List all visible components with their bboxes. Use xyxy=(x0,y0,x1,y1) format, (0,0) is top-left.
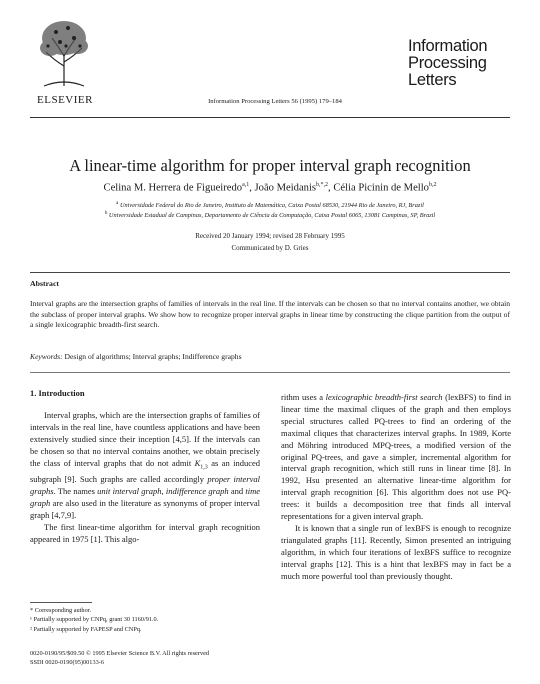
copyright-notice xyxy=(30,649,330,668)
left-column xyxy=(30,388,260,546)
journal-reference: Information Processing Letters 56 (1995) 179–184 xyxy=(208,98,342,105)
author-list: Celina M. Herrera de Figueiredo$^{a,1}$, João Meidanis$^{b,*,2}$, Célia Picinin de Mello$^{b,2}$ xyxy=(103,182,437,194)
affiliation-a xyxy=(30,201,510,209)
paper-title: A linear-time algorithm for proper interval graph recognition xyxy=(69,156,471,175)
ssdi-line: SSDI 0020-0190(95)00133-6 xyxy=(30,659,104,667)
author-marks: a,1 xyxy=(242,182,250,188)
right-column xyxy=(281,392,511,583)
journal-title-line: Information xyxy=(408,37,488,55)
affiliation-text: Universidade Estadual de Campinas, Departamento de Ciência da Computação, Caixa Postal 6065, 13081 Campinas, SP, Brazil xyxy=(108,212,436,220)
communicated-by: Communicated by D. Gries xyxy=(231,244,309,252)
author-marks: b,2 xyxy=(428,182,437,188)
abstract-heading: Abstract xyxy=(30,279,60,288)
copyright-line: 0020-0190/95/$09.50 © 1995 Elsevier Science B.V. All rights reserved xyxy=(30,650,210,657)
keywords xyxy=(30,352,510,361)
affiliation-b xyxy=(30,211,510,219)
header-divider xyxy=(30,117,510,118)
footnote-divider xyxy=(30,602,92,603)
author-name: Célia Picinin de Mello xyxy=(333,182,429,194)
intro-paragraph-continued: rithm uses a lexicographic breadth-first search (lexBFS) to find in linear time the maximal cliques of the graph and then employs special structures called PQ-trees to find an ordering of the maximal cliques that characterizes interval graphs. In 1989, Korte and Möhring introduced MPQ-trees, a modified version of the original PQ-trees, and gave a simpler, incremental algorithm for interval graph recognition, which still runs in linear time [8]. In 1992, Hsu presented an alternative linear-time algorithm for interval graph recognition [6]. This algorithm does not use PQ-trees: it builds a decomposition tree that finds all interval representations for a given interval graph. xyxy=(281,392,511,522)
author-name: João Meidanis xyxy=(254,182,317,194)
intro-paragraph-3: It is known that a single run of lexBFS is enough to recognize triangulated graphs [11]. Recently, Simon presented an intriguing algorithm, in which four iterations of lexBFS suffice to recognize interval graphs [12]. This is a hint that lexBFS may in fact be a much more powerful tool than previously thought. xyxy=(281,522,511,581)
intro-paragraph-2: The first linear-time algorithm for interval graph recognition appeared in 1975 [1]. This algo- xyxy=(30,521,260,544)
keywords-divider xyxy=(30,372,510,373)
publisher-logo xyxy=(30,16,98,108)
footnote-2: ² Partially supported by FAPESP and CNPq. xyxy=(30,625,142,633)
footnote-1: ¹ Partially supported by CNPq, grant 30 1160/91.0. xyxy=(30,616,159,624)
footnotes xyxy=(30,606,260,634)
author-marks: b,*,2 xyxy=(316,182,329,188)
section-heading: 1. Introduction xyxy=(30,388,85,398)
tree-logo-icon xyxy=(36,16,92,88)
affiliation-mark: b xyxy=(104,211,108,216)
keywords-label: Keywords: xyxy=(30,352,63,361)
received-dates: Received 20 January 1994; revised 28 February 1995 xyxy=(195,232,345,240)
affiliation-mark: a xyxy=(116,201,119,206)
author-name: Celina M. Herrera de Figueiredo xyxy=(103,182,243,194)
abstract-divider xyxy=(30,272,510,273)
publisher-name: ELSEVIER xyxy=(37,94,93,106)
keywords-text: Design of algorithms; Interval graphs; Indifference graphs xyxy=(64,352,242,361)
journal-title-line: Processing xyxy=(408,54,487,72)
journal-title xyxy=(408,38,518,89)
affiliation-text: Universidade Federal do Rio de Janeiro, Instituto de Matemática, Caixa Postal 68530, 21944 Rio de Janeiro, RJ, Brazil xyxy=(119,202,424,210)
intro-paragraph-1: Interval graphs, which are the intersection graphs of families of intervals in the real line, have countless applications and have been extensively studied since their inception [4,5]. If the intervals can be chosen so that no interval contains another, we obtain precisely the class of interval graphs that do not admit $K_{1,3}$ as an induced subgraph [9]. Such graphs are called accordingly proper interval graphs. The names unit interval graph, indifference graph and time graph are also used in the literature as synonyms of proper interval graph [4,7,9]. xyxy=(30,409,261,520)
abstract-body: Interval graphs are the intersection graphs of families of intervals in the real line. If the intervals can be chosen so that no interval contains another, we obtain the subclass of proper interval graphs. We show how to recognize proper interval graphs in linear time by constructing the clique partition from the output of a single lexicographic breadth-first search. xyxy=(30,299,510,330)
footnote-corresponding: * Corresponding author. xyxy=(30,607,92,614)
journal-title-line: Letters xyxy=(408,71,457,89)
